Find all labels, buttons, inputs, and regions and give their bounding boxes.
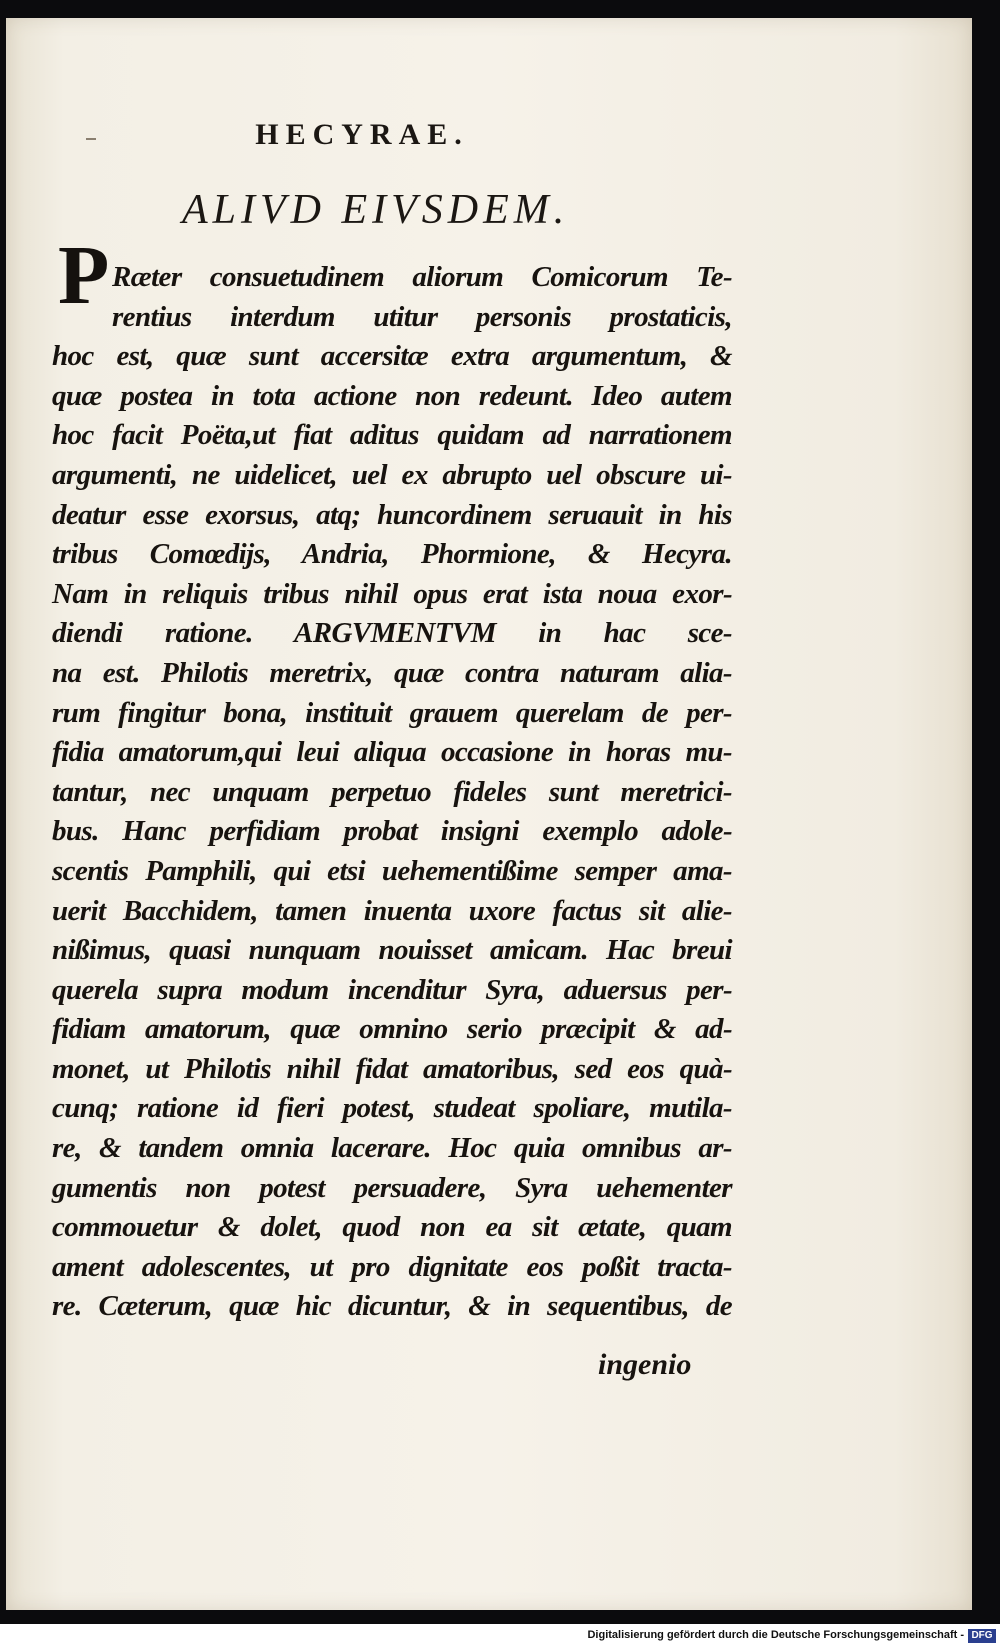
text-line: hoc est, quæ sunt accersitæ extra argumentum, & [52,340,732,373]
text-line: uerit Bacchidem, tamen inuenta uxore factus sit alie- [52,894,732,927]
text-line: cunq; ratione id fieri potest, studeat spoliare, mutila- [52,1092,732,1125]
dfg-logo: DFG [968,1629,996,1643]
text-line: gumentis non potest persuadere, Syra uehementer [52,1171,732,1204]
text-line: monet, ut Philotis nihil fidat amatoribus, sed eos quà- [52,1052,732,1085]
catchword: ingenio [598,1348,692,1381]
text-line: Nam in reliquis tribus nihil opus erat ista noua exor- [52,577,732,610]
text-line: quæ postea in tota actione non redeunt. Ideo autem [52,379,732,412]
body-text [52,258,732,1327]
text-line: na est. Philotis meretrix, quæ contra naturam alia- [52,656,732,689]
text-line: rum fingitur bona, instituit grauem querelam de per- [52,696,732,729]
text-line: querela supra modum incenditur Syra, aduersus per- [52,973,732,1006]
text-line: fidiam amatorum, quæ omnino serio præcipit & ad- [52,1013,732,1046]
text-line: diendi ratione. ARGVMENTVM in hac sce- [52,617,732,650]
text-line: scentis Pamphili, qui etsi uehementißime semper ama- [52,854,732,887]
text-line: tribus Comœdijs, Andria, Phormione, & Hecyra. [52,538,732,571]
text-line: fidia amatorum,qui leui aliqua occasione in horas mu- [52,736,732,769]
book-page [6,18,972,1610]
footer-bar [0,1624,1000,1649]
text-line: re, & tandem omnia lacerare. Hoc quia omnibus ar- [52,1132,732,1165]
text-line: bus. Hanc perfidiam probat insigni exemplo adole- [52,815,732,848]
text-line: Ræter consuetudinem aliorum Comicorum Te- [112,261,732,293]
text-line: tantur, nec unquam perpetuo fideles sunt meretrici- [52,775,732,808]
text-line: re. Cæterum, quæ hic dicuntur, & in sequentibus, de [52,1290,732,1323]
footer-credit: Digitalisierung gefördert durch die Deutsche Forschungsgemeinschaft - [587,1629,964,1641]
text-line: ament adolescentes, ut pro dignitate eos poßit tracta- [52,1250,732,1283]
text-line: commouetur & dolet, quod non ea sit ætate, quam [52,1211,732,1244]
text-line: nißimus, quasi nunquam nouisset amicam. Hac breui [52,934,732,967]
text-line: hoc facit Poëta,ut fiat aditus quidam ad narrationem [52,419,732,452]
running-head: HECYRAE. [255,118,469,151]
text-line: rentius interdum utitur personis prostaticis, [112,300,732,333]
text-line: argumenti, ne uidelicet, uel ex abrupto uel obscure ui- [52,458,732,491]
text-line: deatur esse exorsus, atq; huncordinem seruauit in his [52,498,732,531]
drop-initial: P [58,229,110,322]
section-title: ALIVD EIVSDEM. [182,187,570,233]
